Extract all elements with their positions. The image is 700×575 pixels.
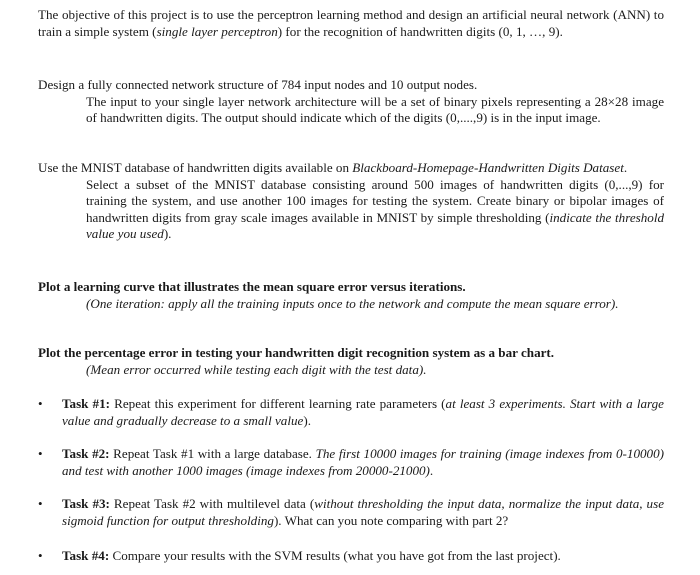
bar-chart-heading: Plot the percentage error in testing your handwritten digit recognition system as a bar chart. <box>38 345 555 360</box>
task-4-label: Task #4: <box>62 548 110 563</box>
task-2-label: Task #2: <box>62 446 110 461</box>
task-4-text-a: Compare your results with the SVM results (what you have got from the last project). <box>109 548 561 563</box>
mnist-detail-a: Select a subset of the MNIST database consisting around 500 images of handwritten digits (0,...,9) for training the system, and use another 100 images for testing the system. Create binary or bipolar images of handwritten digits from gray scale images available in MNIST by simple thresholding ( <box>86 176 664 225</box>
task-1-item <box>38 396 664 429</box>
task-2-text-b: . <box>429 462 434 478</box>
task-3-item <box>38 496 664 529</box>
task-2-text-a: Repeat Task #1 with a large database. <box>109 446 316 461</box>
bar-chart-section <box>38 345 664 378</box>
design-lead: Design a fully connected network structure of 784 input nodes and 10 output nodes. <box>38 77 478 92</box>
learning-curve-section <box>38 279 664 312</box>
bullet-icon: • <box>38 446 43 461</box>
mnist-section <box>38 160 664 243</box>
task-3-text-b: ). What can you note comparing with part 2? <box>273 512 509 528</box>
intro-paragraph <box>38 7 664 40</box>
design-section <box>38 77 664 127</box>
task-2-text-italic: The first 10000 images for training (image indexes from 0-10000) and test with another 1000 images (image indexes from 20000-21000) <box>62 446 665 478</box>
task-1-text-a: Repeat this experiment for different learning rate parameters ( <box>110 396 446 411</box>
learning-curve-note: (One iteration: apply all the training inputs once to the network and compute the mean square error). <box>86 295 619 311</box>
task-4-item <box>38 548 664 565</box>
task-1-text-italic: at least 3 experiments. Start with a large value and gradually decrease to a small value <box>62 396 664 428</box>
mnist-lead-a: Use the MNIST database of handwritten digits available on <box>38 160 353 175</box>
learning-curve-heading: Plot a learning curve that illustrates the mean square error versus iterations. <box>38 279 466 294</box>
design-detail: The input to your single layer network architecture will be a set of binary pixels representing a 28×28 image of handwritten digits. The output should indicate which of the digits (0,....,9) is in the input image. <box>86 93 664 126</box>
task-3-label: Task #3: <box>62 496 110 511</box>
task-1-label: Task #1: <box>62 396 111 411</box>
intro-text-b: ) for the recognition of handwritten digits (0, 1, …, 9). <box>277 23 563 39</box>
task-1-text-b: ). <box>303 412 311 428</box>
mnist-detail-italic: indicate the threshold value you used <box>86 209 665 242</box>
bar-chart-note: (Mean error occurred while testing each digit with the test data). <box>86 361 427 377</box>
mnist-lead-italic: Blackboard-Homepage-Handwritten Digits Dataset <box>352 160 624 175</box>
task-2-item <box>38 446 664 479</box>
task-3-text-a: Repeat Task #2 with multilevel data ( <box>109 496 315 511</box>
mnist-lead-b: . <box>623 160 628 175</box>
bullet-icon: • <box>38 496 43 511</box>
bullet-icon: • <box>38 396 43 411</box>
bullet-icon: • <box>38 548 43 563</box>
task-3-text-italic: without thresholding the input data, normalize the input data, use sigmoid function for output thresholding <box>62 496 665 528</box>
intro-text-a: The objective of this project is to use the perceptron learning method and design an artificial neural network (ANN) to train a simple system ( <box>38 7 664 39</box>
mnist-detail-b: ). <box>163 226 172 242</box>
intro-text-italic: single layer perceptron <box>156 23 278 39</box>
